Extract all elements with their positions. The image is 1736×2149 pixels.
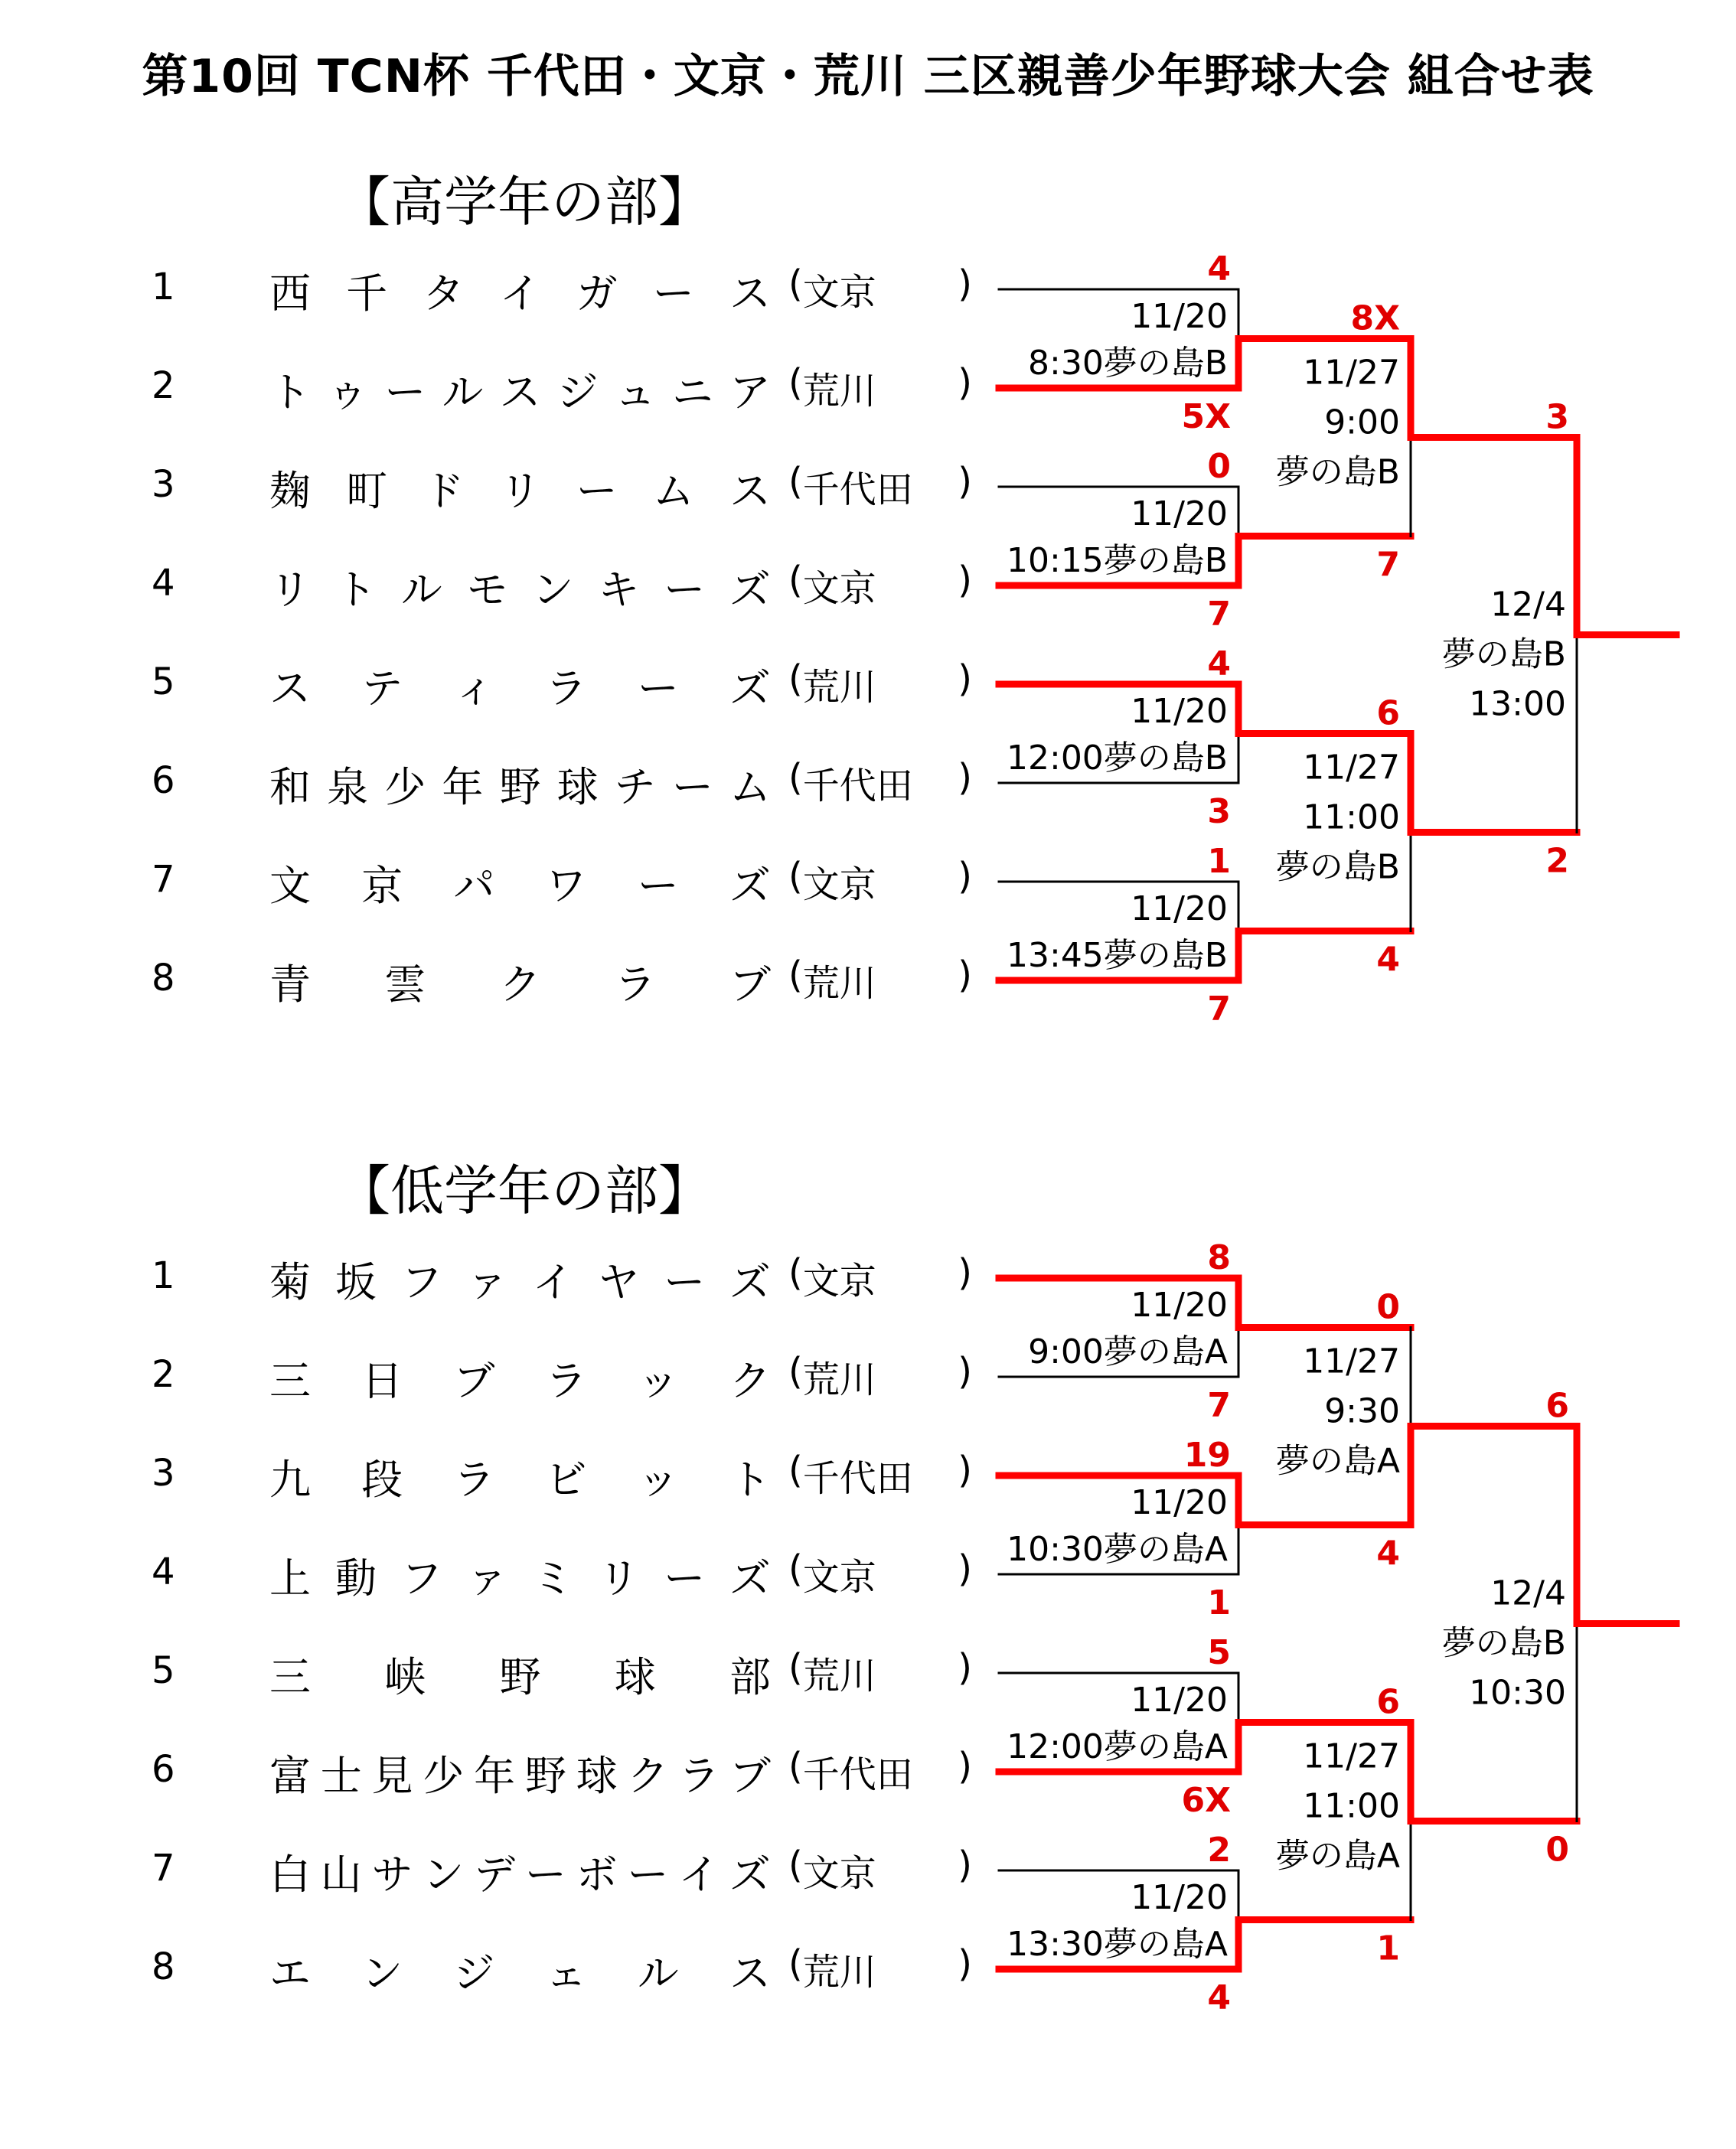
r1-score-top: 0 (1207, 447, 1231, 486)
team-name: ト ゥ ー ル ス ジ ュ ニ ア (269, 368, 771, 416)
r2-score-top: 8X (1350, 298, 1400, 338)
team-ward: ( 文京 ) (788, 1251, 972, 1303)
team-name: 白 山 サ ン デ ー ボ ー イ ズ (269, 1851, 771, 1899)
division-upper (0, 159, 1736, 1139)
r1-match-date: 11/20 (1131, 1878, 1228, 1917)
team-ward: ( 文京 ) (788, 559, 972, 610)
r1-match-date: 11/20 (1131, 889, 1228, 928)
r1-match-date: 11/20 (1131, 297, 1228, 336)
team-name: ス テ ィ ラ ー ズ (269, 664, 771, 713)
team-seed: 3 (152, 1452, 175, 1495)
r2-match-venue: 夢の島A (1275, 1441, 1400, 1481)
team-name: 青 雲 ク ラ ブ (269, 960, 771, 1009)
team-ward: ( 荒川 ) (788, 361, 972, 413)
team-ward: ( 文京 ) (788, 1844, 972, 1895)
final-score-top: 3 (1545, 397, 1569, 437)
team-seed: 8 (152, 957, 175, 999)
team-name: 菊 坂 フ ァ イ ヤ ー ズ (269, 1258, 771, 1306)
r2-match-time: 11:00 (1303, 797, 1400, 837)
division-heading: 【低学年の部】 (337, 1159, 712, 1222)
team-ward: ( 荒川 ) (788, 1646, 972, 1697)
team-ward: ( 千代田 ) (788, 460, 972, 511)
r1-score-top: 8 (1207, 1238, 1231, 1277)
r2-score-top: 0 (1376, 1287, 1400, 1327)
team-name: 和 泉 少 年 野 球 チ ー ム (269, 763, 771, 811)
r2-score-bottom: 4 (1376, 1534, 1400, 1573)
page-title: 第10回 TCN杯 千代田・文京・荒川 三区親善少年野球大会 組合せ表 (142, 50, 1594, 103)
team-name: 上 動 フ ァ ミ リ ー ズ (269, 1554, 771, 1603)
final-match-time: 13:00 (1469, 684, 1566, 724)
r1-score-top: 2 (1207, 1831, 1231, 1870)
r2-score-top: 6 (1376, 693, 1400, 733)
r1-match-time-venue: 13:45夢の島B (1007, 936, 1228, 975)
team-seed: 7 (152, 1847, 175, 1890)
final-match-venue: 夢の島B (1441, 634, 1566, 674)
team-ward: ( 千代田 ) (788, 1449, 972, 1500)
r1-score-top: 4 (1207, 644, 1231, 683)
r1-match-date: 11/20 (1131, 1483, 1228, 1522)
r1-score-top: 5 (1207, 1633, 1231, 1672)
team-ward: ( 荒川 ) (788, 954, 972, 1005)
team-name: 西 千 タ イ ガ ー ス (269, 269, 771, 318)
team-name: 三 峡 野 球 部 (269, 1653, 771, 1701)
team-name: リ ト ル モ ン キ ー ズ (269, 566, 771, 614)
r1-match-time-venue: 12:00夢の島A (1007, 1727, 1228, 1766)
r1-match-date: 11/20 (1131, 1286, 1228, 1325)
team-ward: ( 千代田 ) (788, 756, 972, 807)
r1-match-time-venue: 13:30夢の島A (1007, 1925, 1228, 1964)
r1-score-bottom: 7 (1207, 1386, 1231, 1425)
r1-match-date: 11/20 (1131, 494, 1228, 533)
team-ward: ( 文京 ) (788, 855, 972, 906)
team-name: エ ン ジ ェ ル ス (269, 1949, 771, 1997)
team-name: 富 士 見 少 年 野 球 ク ラ ブ (269, 1752, 771, 1800)
team-name: 三 日 ブ ラ ッ ク (269, 1357, 771, 1405)
r1-score-bottom: 5X (1181, 397, 1231, 436)
r1-score-bottom: 6X (1181, 1781, 1231, 1820)
final-score-bottom: 2 (1545, 841, 1569, 881)
r1-match-date: 11/20 (1131, 692, 1228, 731)
r2-match-venue: 夢の島A (1275, 1836, 1400, 1876)
team-seed: 7 (152, 858, 175, 901)
team-ward: ( 文京 ) (788, 1547, 972, 1599)
r2-match-time: 9:00 (1324, 403, 1400, 442)
r1-match-date: 11/20 (1131, 1681, 1228, 1720)
team-seed: 2 (152, 364, 175, 407)
r2-match-date: 11/27 (1303, 1736, 1400, 1776)
final-score-bottom: 0 (1545, 1830, 1569, 1870)
final-score-top: 6 (1545, 1386, 1569, 1426)
team-ward: ( 千代田 ) (788, 1745, 972, 1796)
r1-score-bottom: 7 (1207, 990, 1231, 1029)
final-match-date: 12/4 (1490, 1573, 1566, 1613)
r2-score-bottom: 7 (1376, 545, 1400, 585)
final-match-date: 12/4 (1490, 585, 1566, 624)
team-seed: 4 (152, 1551, 175, 1593)
tournament-bracket (0, 1148, 1736, 2128)
r2-match-date: 11/27 (1303, 353, 1400, 393)
r1-match-time-venue: 8:30夢の島B (1028, 344, 1228, 383)
team-seed: 6 (152, 759, 175, 802)
r1-score-top: 19 (1183, 1436, 1231, 1475)
tournament-bracket (0, 159, 1736, 1139)
r1-match-time-venue: 9:00夢の島A (1028, 1332, 1228, 1371)
division-lower (0, 1148, 1736, 2128)
team-seed: 2 (152, 1353, 175, 1396)
team-seed: 8 (152, 1945, 175, 1988)
r2-match-time: 9:30 (1324, 1391, 1400, 1431)
team-name: 麹 町 ド リ ー ム ス (269, 467, 771, 515)
team-seed: 1 (152, 1254, 175, 1297)
r1-match-time-venue: 12:00夢の島B (1007, 739, 1228, 778)
team-seed: 3 (152, 463, 175, 506)
team-ward: ( 荒川 ) (788, 1350, 972, 1401)
r1-score-bottom: 1 (1207, 1583, 1231, 1622)
r1-match-time-venue: 10:15夢の島B (1007, 541, 1228, 580)
team-seed: 1 (152, 266, 175, 308)
r1-score-bottom: 3 (1207, 792, 1231, 831)
team-ward: ( 荒川 ) (788, 1942, 972, 1994)
final-match-time: 10:30 (1469, 1673, 1566, 1713)
r1-match-time-venue: 10:30夢の島A (1007, 1530, 1228, 1569)
r2-match-time: 11:00 (1303, 1786, 1400, 1826)
team-name: 九 段 ラ ビ ッ ト (269, 1456, 771, 1504)
r2-match-venue: 夢の島B (1275, 452, 1400, 492)
team-ward: ( 荒川 ) (788, 657, 972, 709)
team-ward: ( 文京 ) (788, 263, 972, 314)
r2-match-date: 11/27 (1303, 748, 1400, 788)
r1-score-top: 4 (1207, 249, 1231, 289)
team-seed: 5 (152, 660, 175, 703)
r2-score-bottom: 4 (1376, 940, 1400, 980)
team-seed: 5 (152, 1649, 175, 1692)
division-heading: 【高学年の部】 (337, 171, 712, 233)
team-seed: 4 (152, 562, 175, 605)
r2-match-venue: 夢の島B (1275, 847, 1400, 887)
team-name: 文 京 パ ワ ー ズ (269, 862, 771, 910)
r2-score-top: 6 (1376, 1682, 1400, 1722)
r1-score-top: 1 (1207, 842, 1231, 881)
r2-match-date: 11/27 (1303, 1342, 1400, 1381)
final-match-venue: 夢の島B (1441, 1623, 1566, 1663)
r1-score-bottom: 4 (1207, 1978, 1231, 2017)
r1-score-bottom: 7 (1207, 595, 1231, 634)
team-seed: 6 (152, 1748, 175, 1791)
r2-score-bottom: 1 (1376, 1929, 1400, 1968)
